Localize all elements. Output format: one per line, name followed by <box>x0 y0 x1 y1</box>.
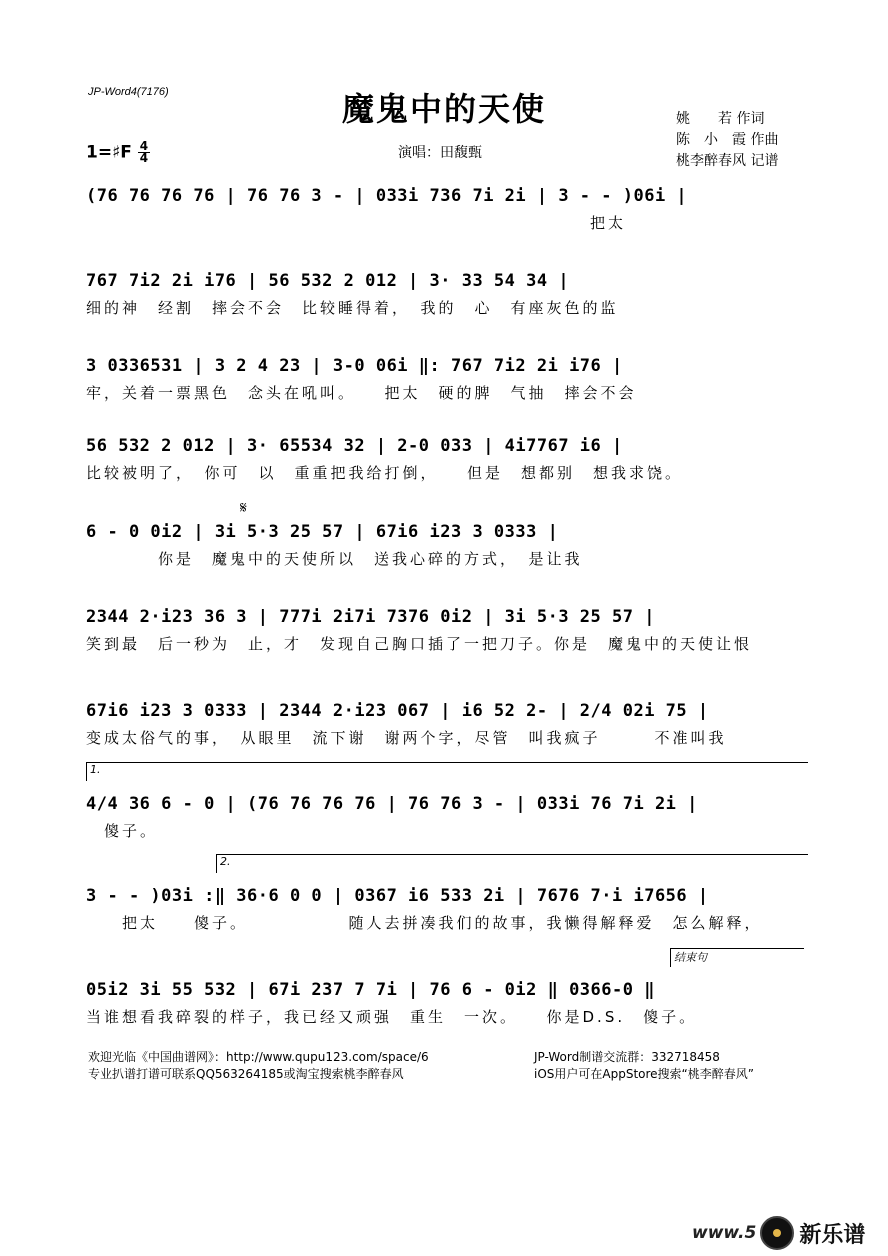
notation-line: 4/4 36 6 - 0 | (76 76 76 76 | 76 76 3 - | 033i 76 7i 2i | <box>86 794 698 814</box>
key-signature <box>86 141 150 164</box>
lyric-line: 当谁想看我碎裂的样子，我已经又顽强 重生 一次。 你是D.S. 傻子。 <box>86 1008 698 1026</box>
footer-ios: iOS用户可在AppStore搜索“桃李醉春风” <box>534 1067 754 1081</box>
notation-line: (76 76 76 76 | 76 76 3 - | 033i 736 7i 2i | 3 - - )06i | <box>86 186 688 206</box>
footer-right <box>534 1049 754 1083</box>
footer-website: 欢迎光临《中国曲谱网》：http://www.qupu123.com/space/6 <box>88 1050 429 1064</box>
fine-bracket: 结束句 <box>670 948 804 967</box>
lyric-line: 比较被明了， 你可 以 重重把我给打倒， 但是 想都别 想我求饶。 <box>86 464 684 482</box>
notation-line: 2344 2·i23 36 3 | 777i 2i7i 7376 0i2 | 3i 5·3 25 57 | <box>86 607 655 627</box>
second-ending-bracket: 2. <box>216 854 808 873</box>
lyric-line: 变成太俗气的事， 从眼里 流下谢 谢两个字，尽管 叫我疯子 不准叫我 <box>86 729 727 747</box>
notation-line: 6 - 0 0i2 | 3i 5·3 25 57 | 67i6 i23 3 0333 | <box>86 522 559 542</box>
singer-credit: 演唱：田馥甄 <box>398 145 482 161</box>
time-top: 4 <box>139 139 149 153</box>
time-signature <box>138 141 150 164</box>
lyric-line: 你是 魔鬼中的天使所以 送我心碎的方式， 是让我 <box>86 550 583 568</box>
first-ending-bracket: 1. <box>86 762 808 781</box>
watermark-url: www.5 <box>692 1223 757 1243</box>
footer-contact: 专业扒谱打谱可联系QQ563264185或淘宝搜索桃李醉春风 <box>88 1067 404 1081</box>
watermark-brand: 新乐谱 <box>799 1222 866 1248</box>
notation-line: 67i6 i23 3 0333 | 2344 2·i23 067 | i6 52 2- | 2/4 02i 75 | <box>86 701 709 721</box>
source-label: JP-Word4(7176) <box>88 86 169 98</box>
lyricist-credit: 姚 若 作词 <box>676 111 765 127</box>
footer-left <box>88 1049 429 1083</box>
lyric-line: 傻子。 <box>86 822 159 840</box>
notation-line: 3 - - )03i :‖ 36·6 0 0 | 0367 i6 533 2i | 7676 7·i i7656 | <box>86 886 709 906</box>
lyric-line: 细的神 经割 摔会不会 比较睡得着， 我的 心 有座灰色的监 <box>86 299 619 317</box>
lyric-line: 牢，关着一票黑色 念头在吼叫。 把太 硬的脾 气抽 摔会不会 <box>86 384 637 402</box>
composer-credit: 陈 小 霞 作曲 <box>676 132 779 148</box>
lyric-line: 把太 傻子。 随人去拼凑我们的故事，我懒得解释爱 怎么解释， <box>86 914 763 932</box>
transcriber-credit: 桃李醉春风 记谱 <box>676 153 779 169</box>
credits <box>676 109 778 172</box>
notation-line: 767 7i2 2i i76 | 56 532 2 012 | 3· 33 54 34 | <box>86 271 570 291</box>
notation-line: 3 0336531 | 3 2 4 23 | 3-0 06i ‖: 767 7i2 2i i76 | <box>86 356 623 376</box>
watermark <box>692 1216 865 1250</box>
key-label: 1=♯F <box>86 142 132 163</box>
segno-sign: 𝄋 <box>240 498 247 517</box>
footer-group: JP-Word制谱交流群：332718458 <box>534 1050 720 1064</box>
page-title: 魔鬼中的天使 <box>341 90 546 128</box>
time-bottom: 4 <box>139 151 149 165</box>
record-disc-icon <box>760 1216 794 1250</box>
notation-line: 05i2 3i 55 532 | 67i 237 7 7i | 76 6 - 0i2 ‖ 0366-0 ‖ <box>86 980 655 1000</box>
lyric-line: 笑到最 后一秒为 止，才 发现自己胸口插了一把刀子。你是 魔鬼中的天使让恨 <box>86 635 753 653</box>
lyric-line: 把太 <box>86 214 627 232</box>
notation-line: 56 532 2 012 | 3· 65534 32 | 2-0 033 | 4i7767 i6 | <box>86 436 623 456</box>
